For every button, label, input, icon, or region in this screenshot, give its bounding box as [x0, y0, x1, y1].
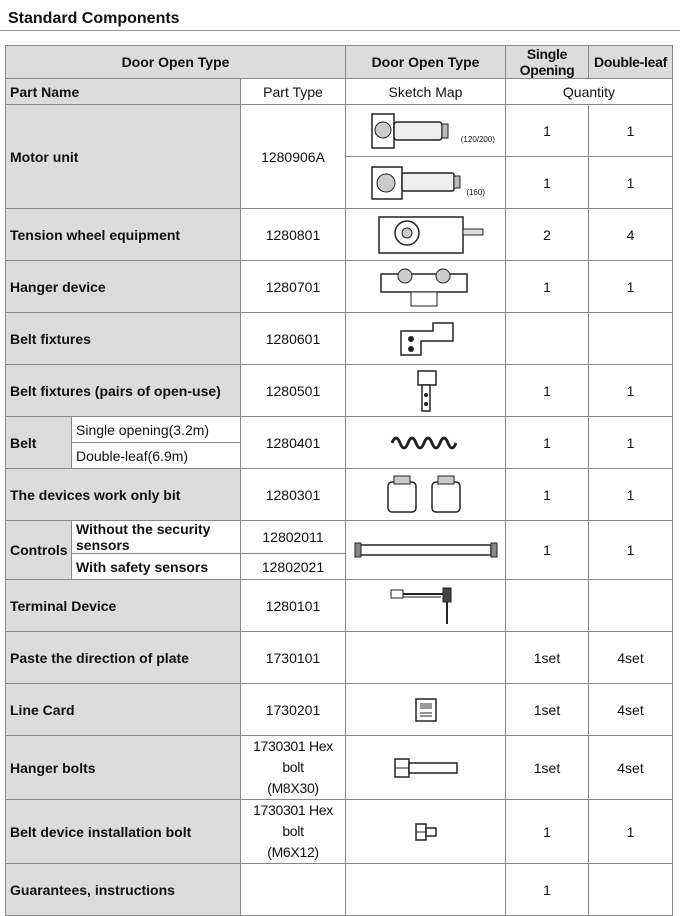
sketch-belt: [346, 417, 506, 469]
part-name-devices: The devices work only bit: [6, 469, 241, 521]
sketch-guarantees: [346, 864, 506, 916]
header-door-open-type-sketch: Door Open Type: [346, 46, 506, 79]
header-single-opening: Single Opening: [506, 46, 589, 79]
sketch-controls: [346, 521, 506, 580]
part-type-guarantees: [241, 864, 346, 916]
qty-double-terminal: [589, 580, 673, 632]
qty-single-belt-fixtures-pairs: 1: [506, 365, 589, 417]
part-type-belt-fixtures: 1280601: [241, 313, 346, 365]
belt-sub-double-leaf: Double-leaf(6.9m): [72, 443, 241, 469]
part-name-hanger-device: Hanger device: [6, 261, 241, 313]
part-type-hanger-bolts: [241, 736, 346, 800]
part-type-terminal: 1280101: [241, 580, 346, 632]
qty-double-belt-fixtures-pairs: 1: [589, 365, 673, 417]
part-type-devices: 1280301: [241, 469, 346, 521]
hex-bolt-icon: [381, 753, 471, 783]
line-card-icon: [406, 695, 446, 725]
sketch-line-card: [346, 684, 506, 736]
qty-double-hanger-device: 1: [589, 261, 673, 313]
components-table: [5, 45, 673, 916]
qty-single-hanger-device: 1: [506, 261, 589, 313]
sketch-paste-plate: [346, 632, 506, 684]
part-name-motor-unit: Motor unit: [6, 105, 241, 209]
part-type-line-card: 1730201: [241, 684, 346, 736]
part-type-tension-wheel: 1280801: [241, 209, 346, 261]
belt-sub-single-opening: Single opening(3.2m): [72, 417, 241, 443]
hanger-bolt-size: (M8X30): [267, 780, 319, 796]
lock-device-icon: [376, 472, 476, 518]
sketch-devices: [346, 469, 506, 521]
qty-double-tension-wheel: 4: [589, 209, 673, 261]
header-double-leaf: Double-leaf: [589, 46, 673, 79]
qty-single-guarantees: 1: [506, 864, 589, 916]
qty-double-guarantees: [589, 864, 673, 916]
qty-double-devices: 1: [589, 469, 673, 521]
part-name-line-card: Line Card: [6, 684, 241, 736]
part-type-paste-plate: 1730101: [241, 632, 346, 684]
qty-single-terminal: [506, 580, 589, 632]
part-type-controls-a: 12802011: [241, 521, 346, 554]
motor-note-b: (160): [466, 188, 485, 197]
belt-bolt-size: (M6X12): [267, 844, 319, 860]
part-type-belt: 1280401: [241, 417, 346, 469]
sketch-motor-unit-a: [346, 105, 506, 157]
controller-bar-icon: [351, 537, 501, 563]
small-hex-bolt-icon: [406, 817, 446, 847]
qty-single-motor-b: 1: [506, 157, 589, 209]
controls-sub-with-sensors: With safety sensors: [72, 554, 241, 580]
part-name-guarantees: Guarantees, instructions: [6, 864, 241, 916]
part-name-belt-fixtures-pairs: Belt fixtures (pairs of open-use): [6, 365, 241, 417]
qty-single-belt-fixtures: [506, 313, 589, 365]
part-type-motor-unit: 1280906A: [241, 105, 346, 209]
sketch-hanger-bolts: [346, 736, 506, 800]
belt-fixture-bracket-icon: [381, 317, 471, 361]
qty-double-belt-fixtures: [589, 313, 673, 365]
qty-double-paste-plate: 4set: [589, 632, 673, 684]
sketch-belt-fixtures: [346, 313, 506, 365]
part-name-belt: Belt: [6, 417, 72, 469]
part-name-paste-plate: Paste the direction of plate: [6, 632, 241, 684]
header-part-name: Part Name: [6, 79, 241, 105]
part-name-tension-wheel: Tension wheel equipment: [6, 209, 241, 261]
qty-double-hanger-bolts: 4set: [589, 736, 673, 800]
title-divider: [0, 30, 680, 31]
qty-single-line-card: 1set: [506, 684, 589, 736]
hanger-bolt-spec: 1730301 Hex bolt: [253, 738, 333, 775]
qty-single-motor-a: 1: [506, 105, 589, 157]
part-name-controls: Controls: [6, 521, 72, 580]
header-quantity: Quantity: [506, 79, 673, 105]
qty-double-belt: 1: [589, 417, 673, 469]
header-sketch-map: Sketch Map: [346, 79, 506, 105]
hanger-device-icon: [371, 264, 481, 310]
qty-single-tension-wheel: 2: [506, 209, 589, 261]
qty-double-motor-a: 1: [589, 105, 673, 157]
motor-note-a: (120/200): [460, 135, 495, 144]
part-type-belt-bolt: [241, 800, 346, 864]
part-name-belt-bolt: Belt device installation bolt: [6, 800, 241, 864]
belt-bolt-spec: 1730301 Hex bolt: [253, 802, 333, 839]
qty-single-hanger-bolts: 1set: [506, 736, 589, 800]
motor-unit-icon: [366, 108, 486, 154]
sketch-belt-fixtures-pairs: [346, 365, 506, 417]
qty-single-belt-bolt: 1: [506, 800, 589, 864]
sketch-belt-bolt: [346, 800, 506, 864]
header-part-type: Part Type: [241, 79, 346, 105]
part-name-terminal: Terminal Device: [6, 580, 241, 632]
part-name-hanger-bolts: Hanger bolts: [6, 736, 241, 800]
part-type-hanger-device: 1280701: [241, 261, 346, 313]
qty-single-paste-plate: 1set: [506, 632, 589, 684]
qty-single-belt: 1: [506, 417, 589, 469]
qty-double-belt-bolt: 1: [589, 800, 673, 864]
qty-double-motor-b: 1: [589, 157, 673, 209]
qty-single-devices: 1: [506, 469, 589, 521]
part-type-controls-b: 12802021: [241, 554, 346, 580]
qty-double-line-card: 4set: [589, 684, 673, 736]
sketch-terminal: [346, 580, 506, 632]
sketch-tension-wheel: [346, 209, 506, 261]
tension-wheel-icon: [361, 213, 491, 257]
header-door-open-type: Door Open Type: [6, 46, 346, 79]
sketch-hanger-device: [346, 261, 506, 313]
terminal-cable-icon: [381, 582, 471, 630]
qty-double-controls: 1: [589, 521, 673, 580]
controls-sub-without-sensors: Without the security sensors: [72, 521, 241, 554]
part-type-belt-fixtures-pairs: 1280501: [241, 365, 346, 417]
qty-single-controls: 1: [506, 521, 589, 580]
page-title: Standard Components: [8, 10, 180, 27]
sketch-motor-unit-b: [346, 157, 506, 209]
part-name-belt-fixtures: Belt fixtures: [6, 313, 241, 365]
belt-fixture-pair-icon: [396, 367, 456, 415]
belt-icon: [386, 431, 466, 455]
motor-unit-icon: [366, 161, 486, 205]
